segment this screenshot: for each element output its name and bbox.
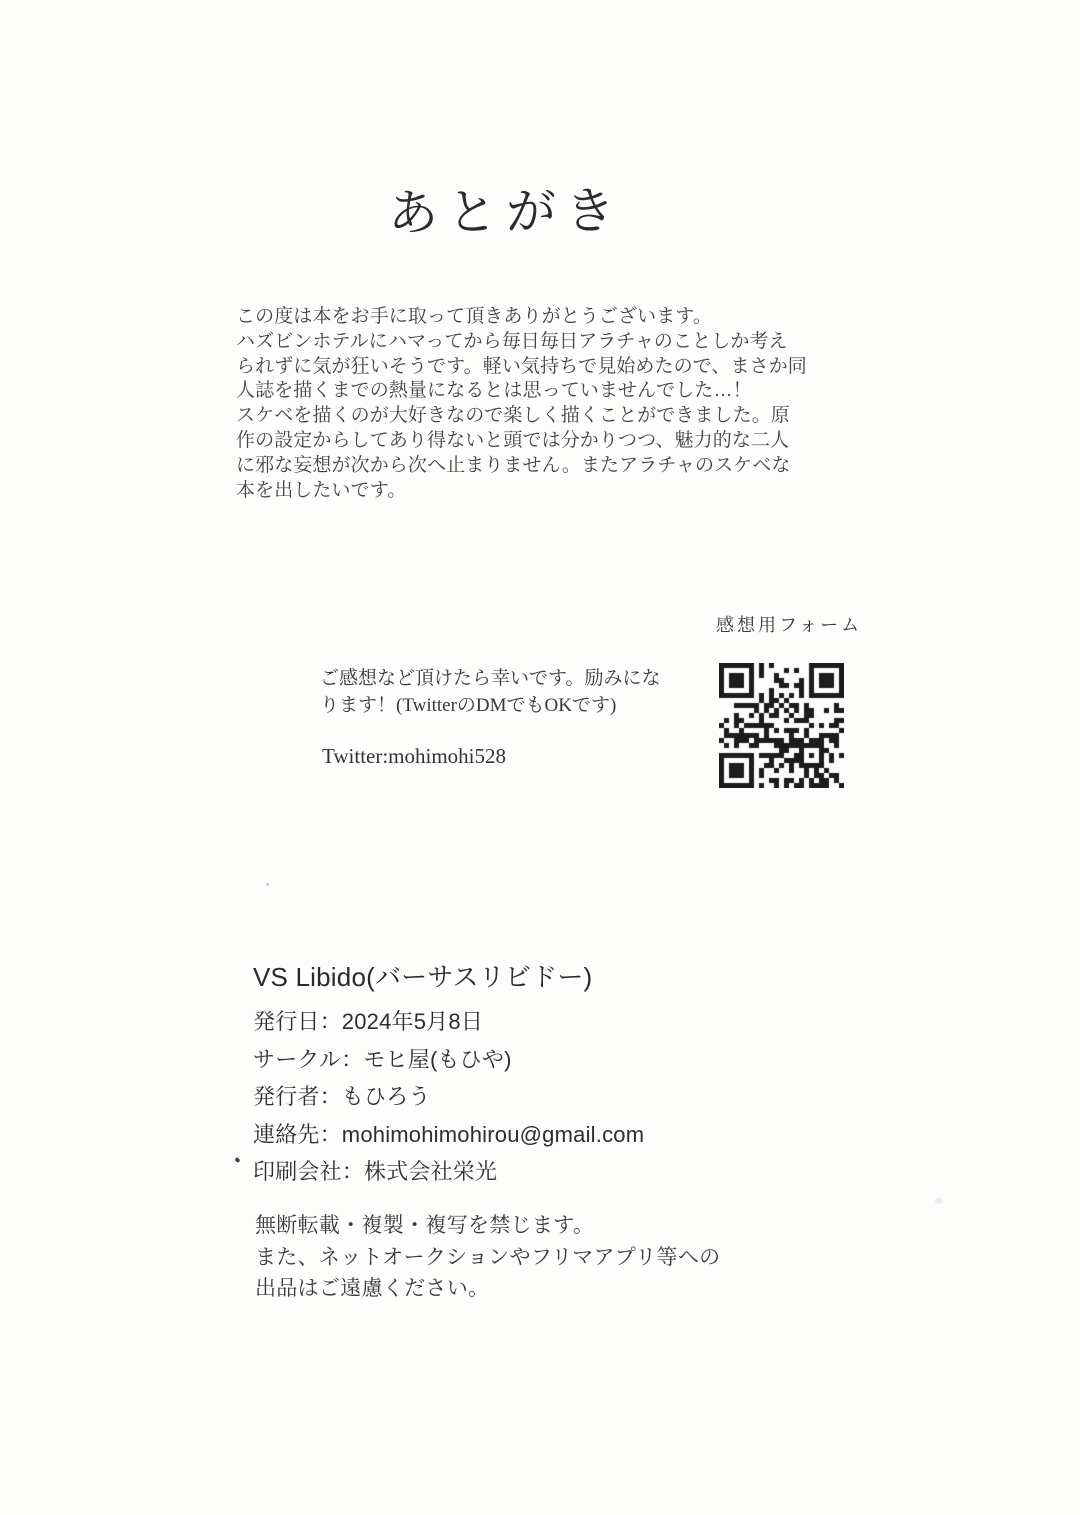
feedback-form-label: 感想用フォーム (716, 615, 863, 635)
page-title: あとがき (387, 181, 625, 243)
colophon-contact-email: 連絡先：mohimohimohirou@gmail.com (253, 1121, 645, 1147)
scan-speck (266, 883, 269, 886)
colophon-printing-company: 印刷会社：株式会社栄光 (253, 1159, 498, 1184)
afterword-line: に邪な妄想が次から次へ止まりません。またアラチャのスケベな (236, 454, 791, 476)
colophon-circle: サークル：モヒ屋(もひや) (253, 1046, 512, 1072)
afterword-line: 人誌を描くまでの熱量になるとは思っていませんでした…！ (236, 380, 752, 402)
feedback-note-line: ります！(TwitterのDMでもOKです) (320, 695, 617, 716)
colophon-publication-date: 発行日：2024年5月8日 (253, 1009, 484, 1034)
afterword-line: 本を出したいです。 (236, 479, 407, 501)
scan-speck (935, 1198, 943, 1204)
notice-line: 無断転載・複製・複写を禁じます。 (255, 1214, 595, 1237)
afterword-line: ハズビンホテルにハマってから毎日毎日アラチャのことしか考え (236, 330, 788, 352)
stray-ink-mark (234, 1157, 240, 1163)
feedback-note-line: ご感想など頂けたら幸いです。励みにな (320, 668, 661, 689)
twitter-handle: Twitter:mohimohi528 (322, 744, 507, 768)
afterword-line: られずに気が狂いそうです。軽い気持ちで見始めたので、まさか同 (236, 355, 807, 377)
qr-code (719, 663, 844, 788)
feedback-note (320, 665, 660, 719)
afterword-paragraph (236, 305, 807, 503)
reproduction-notice (255, 1210, 720, 1305)
colophon-lines (253, 1003, 644, 1191)
notice-line: また、ネットオークションやフリマアプリ等への (255, 1245, 721, 1269)
colophon (253, 961, 644, 1191)
notice-line: 出品はご遠慮ください。 (255, 1277, 490, 1300)
afterword-line: スケベを描くのが大好きなので楽しく描くことができました。原 (236, 405, 790, 427)
colophon-publisher: 発行者：もひろう (253, 1084, 431, 1109)
book-title: VS Libido(バーサスリビドー) (253, 962, 593, 992)
afterword-line: 作の設定からしてあり得ないと頭では分かりつつ、魅力的な二人 (236, 429, 790, 451)
afterword-line: この度は本をお手に取って頂きありがとうございます。 (236, 306, 712, 327)
